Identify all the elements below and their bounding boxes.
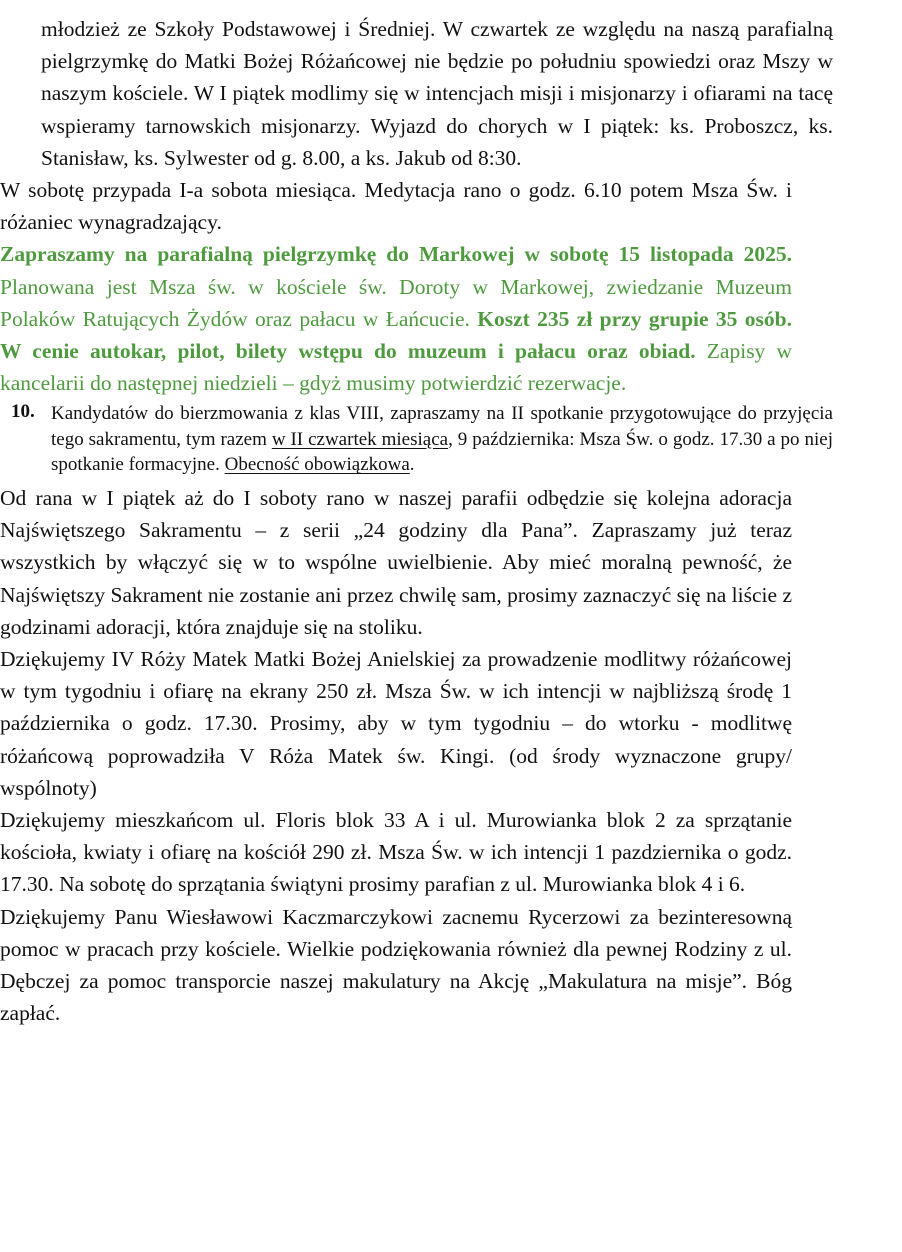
item-text: , 9 października: Msza Św. o godz. 17.30 a po niej spotkanie formacyjne. xyxy=(51,428,833,476)
pilgrimage-registration: Zapisy w kancelarii do następnej niedzieli – gdyż musimy potwierdzić rezerwacje. xyxy=(0,339,793,396)
item-7-text: młodzież ze Szkoły Podstawowej i Średniej. W czwartek ze względu na naszą parafialną pielgrzymkę do Matki Bożej Różańcowej nie będzie po południu spowiedzi oraz Mszy w naszym kościele. W I piątek modlimy się w intencjach misji i misjonarzy i ofiarami na tacę wspieramy tarnowskich misjonarzy. Wyjazd do chorych w I piątek: ks. Proboszcz, ks. Stanisław, ks. Sylwester od g. 8.00, a ks. Jakub od 8:30. xyxy=(41,17,833,170)
item-text: Kandydatów do bierzmowania z klas VIII, zapraszamy na II spotkanie przygotowujące do przyjęcia tego sakramentu, tym razem xyxy=(51,403,833,450)
item-text: Dziękujemy IV Róży Matek Matki Bożej Anielskiej za prowadzenie modlitwy różańcowej w tym tygodniu i ofiarę na ekrany 250 zł. Msza Św. w ich intencji w najbliższą środę 1 października o godz. 17.30. Prosimy, aby w tym tygodniu – do wtorku - modlitwę różańcową poprowadziła V Róża Matek św. Kingi. (od środy wyznaczone grupy/ wspólnoty) xyxy=(0,646,792,800)
announcement-item-12-rosary xyxy=(0,643,792,804)
pilgrimage-cost: Koszt 235 zł przy grupie 35 osób. W cenie autokar, pilot, bilety wstępu do muzeum i pałacu oraz obiad. xyxy=(0,306,792,364)
announcement-item-9-pilgrimage xyxy=(0,238,792,399)
item-text: Dziękujemy mieszkańcom ul. Floris blok 33 A i ul. Murowianka blok 2 za sprzątanie kościoła, kwiaty i ofiarę na kościół 290 zł. Msza Św. w ich intencji 1 pazdziernika o godz. 17.30. Na sobotę do sprzątania świątyni prosimy parafian z ul. Murowianka blok 4 i 6. xyxy=(0,807,792,897)
underlined-date: w II czwartek miesiąca xyxy=(271,428,449,450)
announcement-item-13-cleaning xyxy=(0,804,792,901)
item-text: W sobotę przypada I-a sobota miesiąca. Medytacja rano o godz. 6.10 potem Msza Św. i różaniec wynagradzający. xyxy=(0,178,792,235)
announcement-item-11-adoration xyxy=(0,482,792,643)
announcement-item-10-confirmation xyxy=(11,399,833,482)
announcement-item-8 xyxy=(0,174,792,238)
item-text: Dziękujemy Panu Wiesławowi Kaczmarczykowi zacnemu Rycerzowi za bezinteresowną pomoc w pracach przy kościele. Wielkie podziękowania również dla pewnej Rodziny z ul. Dębczej za pomoc transporcie naszej makulatury na Akcję „Makulatura na misje”. Bóg zapłać. xyxy=(0,904,792,1026)
announcement-item-14-thanks xyxy=(0,901,792,1030)
pilgrimage-headline: Zapraszamy na parafialną pielgrzymkę do Markowej w sobotę 15 listopada 2025. xyxy=(0,242,792,267)
item-text: Od rana w I piątek aż do I soboty rano w naszej parafii odbędzie się kolejna adoracja Najświętszego Sakramentu – z serii „24 godziny dla Pana”. Zapraszamy już teraz wszystkich by włączyć się w to wspólne uwielbienie. Aby mieć moralną pewność, że Najświętszy Sakrament nie zostanie ani przez chwilę sam, prosimy zaznaczyć się na liście z godzinami adoracji, która znajduje się na stoliku. xyxy=(0,485,792,639)
pilgrimage-details: Planowana jest Msza św. w kościele św. Doroty w Markowej, zwiedzanie Muzeum Polaków Ratujących Żydów oraz pałacu w Łańcucie. xyxy=(0,274,792,331)
item-number: 10. xyxy=(11,401,35,423)
item-7-continuation xyxy=(41,13,833,174)
item-text: . xyxy=(409,454,415,476)
underlined-attendance: Obecność obowiązkowa xyxy=(224,454,410,476)
